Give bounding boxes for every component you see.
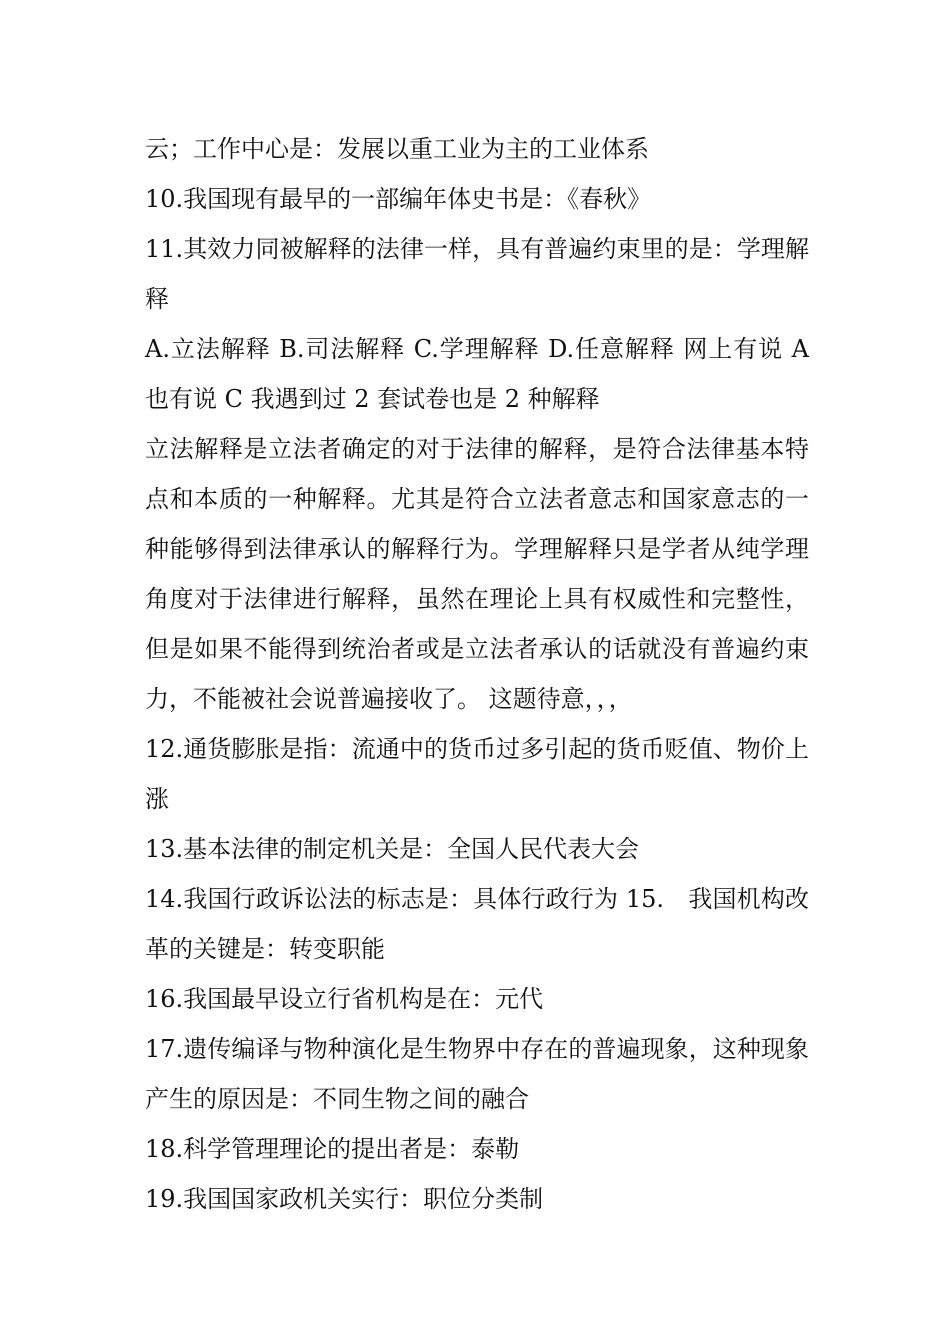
paragraph-8: 14.我国行政诉讼法的标志是：具体行政行为 15. 我国机构改革的关键是：转变职能 [145, 885, 809, 963]
paragraph-3: 11.其效力同被解释的法律一样，具有普遍约束里的是：学理解释 [145, 235, 809, 313]
paragraph-1: 云；工作中心是：发展以重工业为主的工业体系 [145, 135, 649, 163]
paragraph-4: A.立法解释 B.司法解释 C.学理解释 D.任意解释 网上有说 A 也有说 C 我遇到过 2 套试卷也是 2 种解释 [145, 335, 809, 413]
paragraph-6: 12.通货膨胀是指：流通中的货币过多引起的货币贬值、物价上涨 [145, 735, 809, 813]
paragraph-5: 立法解释是立法者确定的对于法律的解释，是符合法律基本特点和本质的一种解释。尤其是符合立法者意志和国家意志的一种能够得到法律承认的解释行为。学理解释只是学者从纯学理角度对于法律进行解释，虽然在理论上具有权威性和完整性，但是如果不能得到统治者或是立法者承认的话就没有普遍约束力，不能被社会说普遍接收了。 这题待意，，， [145, 435, 809, 713]
paragraph-12: 19.我国国家政机关实行：职位分类制 [145, 1185, 544, 1213]
paragraph-10: 17.遗传编译与物种演化是生物界中存在的普遍现象，这种现象产生的原因是：不同生物之间的融合 [145, 1035, 809, 1113]
paragraph-2: 10.我国现有最早的一部编年体史书是：《春秋》 [145, 185, 652, 213]
paragraph-7: 13.基本法律的制定机关是：全国人民代表大会 [145, 835, 640, 863]
paragraph-11: 18.科学管理理论的提出者是：泰勒 [145, 1135, 520, 1163]
paragraph-9: 16.我国最早设立行省机构是在：元代 [145, 985, 544, 1013]
document-body [145, 124, 809, 1224]
